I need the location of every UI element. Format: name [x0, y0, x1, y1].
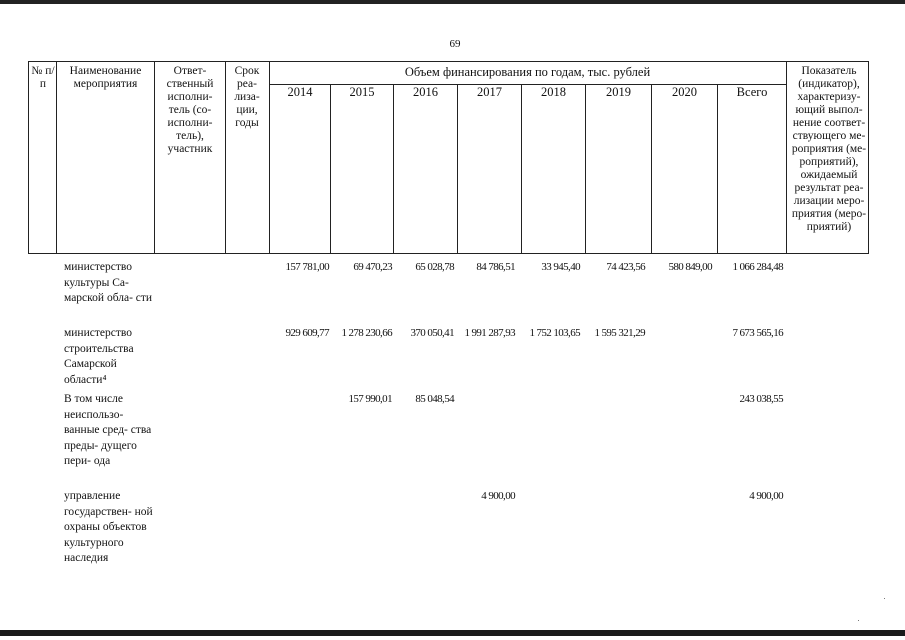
scan-speck — [884, 598, 885, 599]
table-cell: 74 423,56 — [606, 261, 645, 273]
table-cell: 580 849,00 — [668, 261, 712, 273]
table-cell: 1 752 103,65 — [529, 327, 580, 339]
header-no: № п/п — [31, 65, 55, 90]
scan-bottom-edge — [0, 630, 905, 636]
header-responsible: Ответ- ственный исполни- тель (со- исполни- тель), участник — [166, 65, 214, 155]
scan-top-edge — [0, 0, 905, 4]
table-cell: 157 781,00 — [285, 261, 329, 273]
year-2015: 2015 — [349, 85, 375, 99]
year-2014: 2014 — [287, 85, 313, 99]
table-cell: 69 470,23 — [353, 261, 392, 273]
table-cell: 1 066 284,48 — [732, 261, 783, 273]
table-cell: 243 038,55 — [739, 393, 783, 405]
row-name-unused-funds: В том числе неиспользо- ванные сред- ства преды- дущего пери- ода — [64, 393, 152, 467]
scan-speck — [858, 620, 859, 621]
header-indicator: Показатель (индикатор), характеризу- ющий выпол- нение соответ- ствующего ме- роприятия (ме- роприятий), ожидаемый результат реа- лизации меро- приятия (меро- приятий) — [791, 65, 867, 233]
table-cell: 85 048,54 — [415, 393, 454, 405]
table-cell: 370 050,41 — [410, 327, 454, 339]
table-cell: 65 028,78 — [415, 261, 454, 273]
page-number: 69 — [449, 38, 461, 50]
table-cell: 7 673 565,16 — [732, 327, 783, 339]
header-funding-title: Объем финансирования по годам, тыс. рублей — [404, 65, 651, 79]
row-name-ministry-construction: министерство строительства Самарской области⁴ — [64, 327, 134, 386]
table-header — [28, 61, 869, 254]
year-2017: 2017 — [477, 85, 502, 99]
year-2018: 2018 — [541, 85, 566, 99]
row-name-ministry-culture: министерство культуры Са- марской обла- сти — [64, 261, 153, 304]
year-2020: 2020 — [672, 85, 697, 99]
table-cell: 929 609,77 — [285, 327, 329, 339]
table-cell: 4 900,00 — [481, 490, 515, 502]
year-2016: 2016 — [413, 85, 438, 99]
table-cell: 1 278 230,66 — [341, 327, 392, 339]
row-name-heritage-protection: управление государствен- ной охраны объектов культурного наследия — [64, 490, 153, 564]
table-cell: 1 595 321,29 — [594, 327, 645, 339]
table-cell: 157 990,01 — [348, 393, 392, 405]
year-total: Всего — [736, 85, 768, 99]
header-name: Наименование мероприятия — [69, 65, 142, 90]
table-cell: 1 991 287,93 — [464, 327, 515, 339]
table-cell: 4 900,00 — [749, 490, 783, 502]
table-cell: 84 786,51 — [476, 261, 515, 273]
header-term: Срок реа- лиза- ции, годы — [234, 65, 260, 129]
year-2019: 2019 — [606, 85, 631, 99]
table-cell: 33 945,40 — [541, 261, 580, 273]
